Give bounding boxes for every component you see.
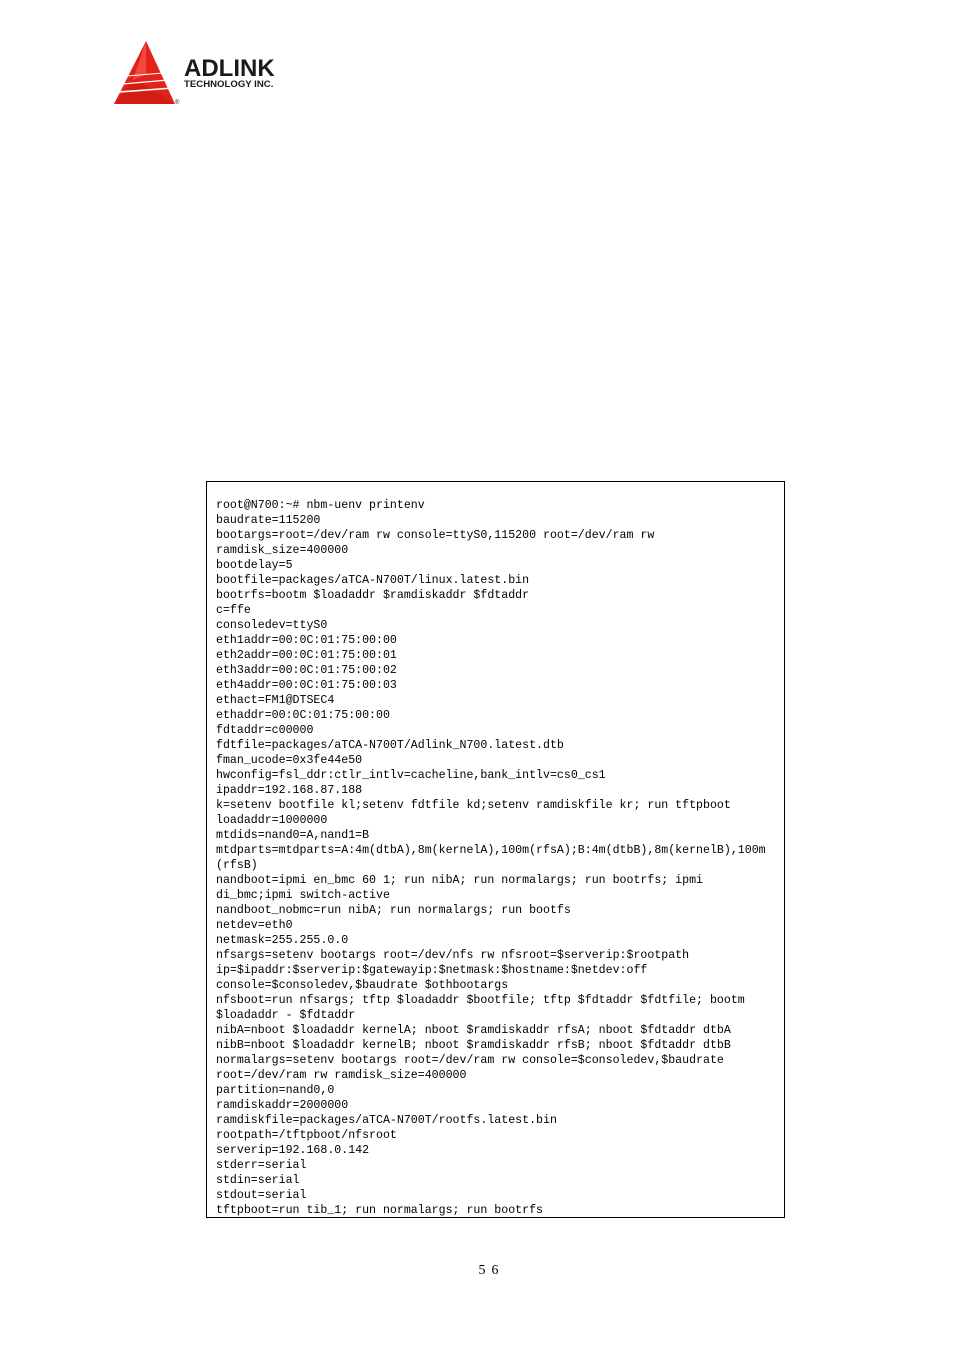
console-line: partition=nand0,0 [216,1084,335,1097]
console-line: ip=$ipaddr:$serverip:$gatewayip:$netmask:$hostname:$netdev:off [216,964,648,977]
console-line: console=$consoledev,$baudrate $othbootargs [216,979,509,992]
console-line: c=ffe [216,604,251,617]
console-line: hwconfig=fsl_ddr:ctlr_intlv=cacheline,bank_intlv=cs0_cs1 [216,769,606,782]
console-line: loadaddr=1000000 [216,814,328,827]
console-line: bootargs=root=/dev/ram rw console=ttyS0,115200 root=/dev/ram rw [216,529,655,542]
console-line: ramdiskfile=packages/aTCA-N700T/rootfs.latest.bin [216,1114,557,1127]
console-line: bootrfs=bootm $loadaddr $ramdiskaddr $fdtaddr [216,589,530,602]
console-line: mtdparts=mtdparts=A:4m(dtbA),8m(kernelA),100m(rfsA);B:4m(dtbB),8m(kernelB),100m [216,844,766,857]
console-line: nandboot=ipmi en_bmc 60 1; run nibA; run normalargs; run bootrfs; ipmi [216,874,704,887]
console-line: nibA=nboot $loadaddr kernelA; nboot $ramdiskaddr rfsA; nboot $fdtaddr dtbA [216,1024,731,1037]
console-line: ipaddr=192.168.87.188 [216,784,363,797]
console-line: tftpboot=run tib_1; run normalargs; run bootrfs [216,1204,543,1217]
logo-name: ADLINK [184,55,275,82]
console-line: serverip=192.168.0.142 [216,1144,370,1157]
console-line: normalargs=setenv bootargs root=/dev/ram rw console=$consoledev,$baudrate [216,1054,724,1067]
console-output-box [206,481,785,1218]
console-line: stderr=serial [216,1159,307,1172]
console-line: nfsboot=run nfsargs; tftp $loadaddr $bootfile; tftp $fdtaddr $fdtfile; bootm [216,994,745,1007]
console-line: eth1addr=00:0C:01:75:00:00 [216,634,397,647]
console-line: eth4addr=00:0C:01:75:00:03 [216,679,397,692]
console-line: $loadaddr - $fdtaddr [216,1009,356,1022]
console-line: nibB=nboot $loadaddr kernelB; nboot $ramdiskaddr rfsB; nboot $fdtaddr dtbB [216,1039,731,1052]
console-line: netdev=eth0 [216,919,293,932]
console-line: nandboot_nobmc=run nibA; run normalargs; run bootfs [216,904,571,917]
console-line: ramdiskaddr=2000000 [216,1099,349,1112]
console-line: ethaddr=00:0C:01:75:00:00 [216,709,390,722]
console-lines [216,498,784,1218]
console-line: baudrate=115200 [216,514,321,527]
console-line: stdin=serial [216,1174,300,1187]
console-line: consoledev=ttyS0 [216,619,328,632]
console-line: bootdelay=5 [216,559,293,572]
console-line: netmask=255.255.0.0 [216,934,349,947]
console-line: ramdisk_size=400000 [216,544,349,557]
console-line: eth2addr=00:0C:01:75:00:01 [216,649,397,662]
console-line: di_bmc;ipmi switch-active [216,889,390,902]
page-number: 56 [478,1263,505,1278]
registered-mark: ® [175,100,180,106]
console-line: root=/dev/ram rw ramdisk_size=400000 [216,1069,467,1082]
logo-tagline: TECHNOLOGY INC. [184,79,274,90]
console-line: fdtaddr=c00000 [216,724,314,737]
console-line: root@N700:~# nbm-uenv printenv [216,499,425,512]
console-line: k=setenv bootfile kl;setenv fdtfile kd;setenv ramdiskfile kr; run tftpboot [216,799,731,812]
console-line: eth3addr=00:0C:01:75:00:02 [216,664,397,677]
adlink-logo [113,40,325,108]
console-line: mtdids=nand0=A,nand1=B [216,829,370,842]
console-line: stdout=serial [216,1189,307,1202]
console-line: nfsargs=setenv bootargs root=/dev/nfs rw nfsroot=$serverip:$rootpath [216,949,690,962]
console-line: rootpath=/tftpboot/nfsroot [216,1129,397,1142]
console-line: fman_ucode=0x3fe44e50 [216,754,363,767]
console-line: fdtfile=packages/aTCA-N700T/Adlink_N700.latest.dtb [216,739,564,752]
console-line: bootfile=packages/aTCA-N700T/linux.latest.bin [216,574,530,587]
console-line: (rfsB) [216,859,258,872]
console-line: ethact=FM1@DTSEC4 [216,694,335,707]
